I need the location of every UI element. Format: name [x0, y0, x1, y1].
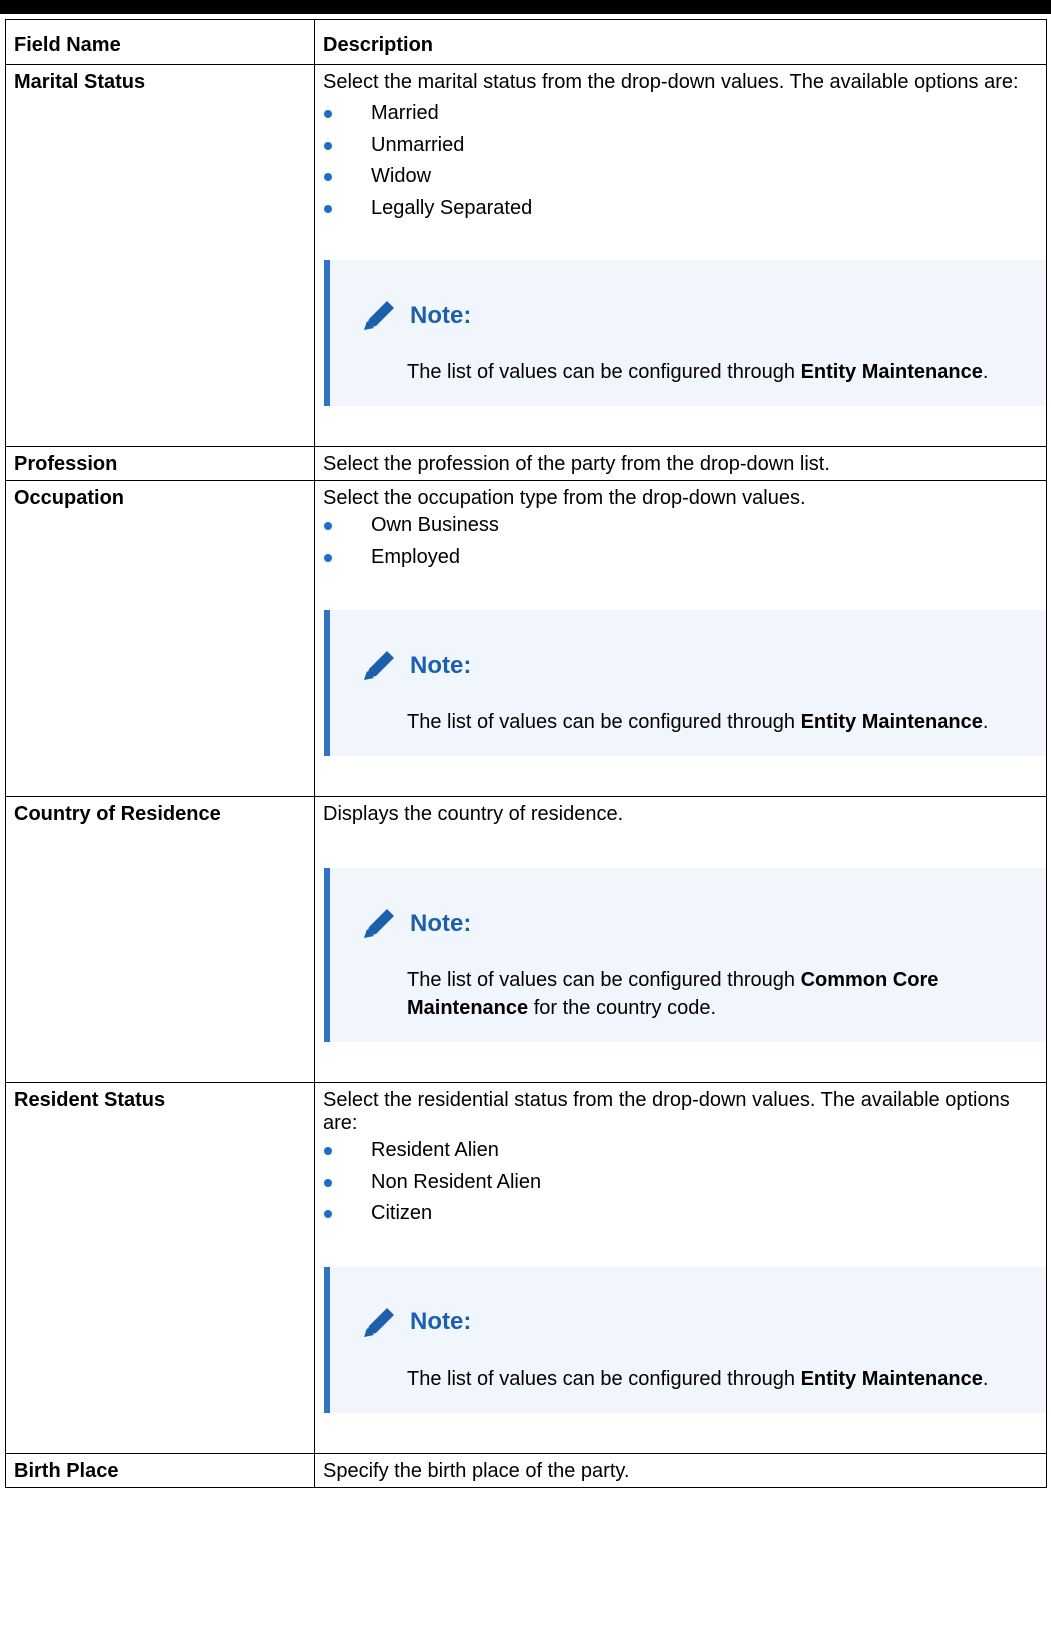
- field-name: Occupation: [6, 481, 315, 797]
- options-list: [323, 510, 1046, 573]
- list-item: Resident Alien: [323, 1135, 1046, 1167]
- table-row: [6, 1453, 1047, 1487]
- field-name: Resident Status: [6, 1083, 315, 1454]
- field-description: [315, 797, 1047, 1083]
- list-item: Unmarried: [323, 130, 1046, 162]
- options-list: [323, 1135, 1046, 1230]
- field-description: [315, 1083, 1047, 1454]
- table-row: [6, 1083, 1047, 1454]
- note-title: Note:: [410, 301, 472, 329]
- list-item: Widow: [323, 161, 1046, 193]
- note-text: The list of values can be configured through Entity Maintenance.: [407, 361, 989, 383]
- list-item: Non Resident Alien: [323, 1167, 1046, 1199]
- top-rule: [0, 0, 1051, 14]
- table-row: [6, 447, 1047, 481]
- note-text: The list of values can be configured through Common Core Maintenance for the country code.: [407, 969, 939, 1019]
- description-text: Select the occupation type from the drop-down values.: [323, 487, 806, 509]
- list-item: Employed: [323, 542, 1046, 574]
- description-text: Select the profession of the party from the drop-down list.: [323, 453, 830, 475]
- list-item: Legally Separated: [323, 193, 1046, 225]
- field-name: Marital Status: [6, 65, 315, 447]
- pencil-icon: [360, 905, 398, 941]
- note-box: [324, 610, 1046, 756]
- table-row: [6, 481, 1047, 797]
- pencil-icon: [360, 647, 398, 683]
- list-item: Citizen: [323, 1198, 1046, 1230]
- header-field-name: Field Name: [6, 20, 315, 65]
- list-item: Own Business: [323, 510, 1046, 542]
- note-box: [324, 1267, 1046, 1413]
- field-name: Birth Place: [6, 1453, 315, 1487]
- field-description: [315, 447, 1047, 481]
- description-text: Select the marital status from the drop-down values. The available options are:: [323, 71, 1019, 93]
- field-description: [315, 481, 1047, 797]
- note-box: [324, 260, 1046, 406]
- header-description: Description: [315, 20, 1047, 65]
- options-list: [323, 98, 1046, 224]
- note-text: The list of values can be configured through Entity Maintenance.: [407, 711, 989, 733]
- table-header-row: [6, 20, 1047, 65]
- field-description: [315, 65, 1047, 447]
- note-text: The list of values can be configured through Entity Maintenance.: [407, 1367, 989, 1390]
- table-row: [6, 65, 1047, 447]
- field-name: Profession: [6, 447, 315, 481]
- field-name: Country of Residence: [6, 797, 315, 1083]
- description-text: Displays the country of residence.: [323, 803, 624, 825]
- table-row: [6, 797, 1047, 1083]
- description-text: Select the residential status from the drop-down values. The available options are:: [323, 1089, 1010, 1134]
- note-title: Note:: [410, 1308, 472, 1335]
- note-title: Note:: [410, 909, 472, 937]
- note-box: [324, 868, 1046, 1042]
- list-item: Married: [323, 98, 1046, 130]
- pencil-icon: [360, 1304, 398, 1340]
- field-description-table: [5, 19, 1047, 1488]
- description-text: Specify the birth place of the party.: [323, 1459, 630, 1482]
- field-description: [315, 1453, 1047, 1487]
- pencil-icon: [360, 297, 398, 333]
- note-title: Note:: [410, 651, 472, 679]
